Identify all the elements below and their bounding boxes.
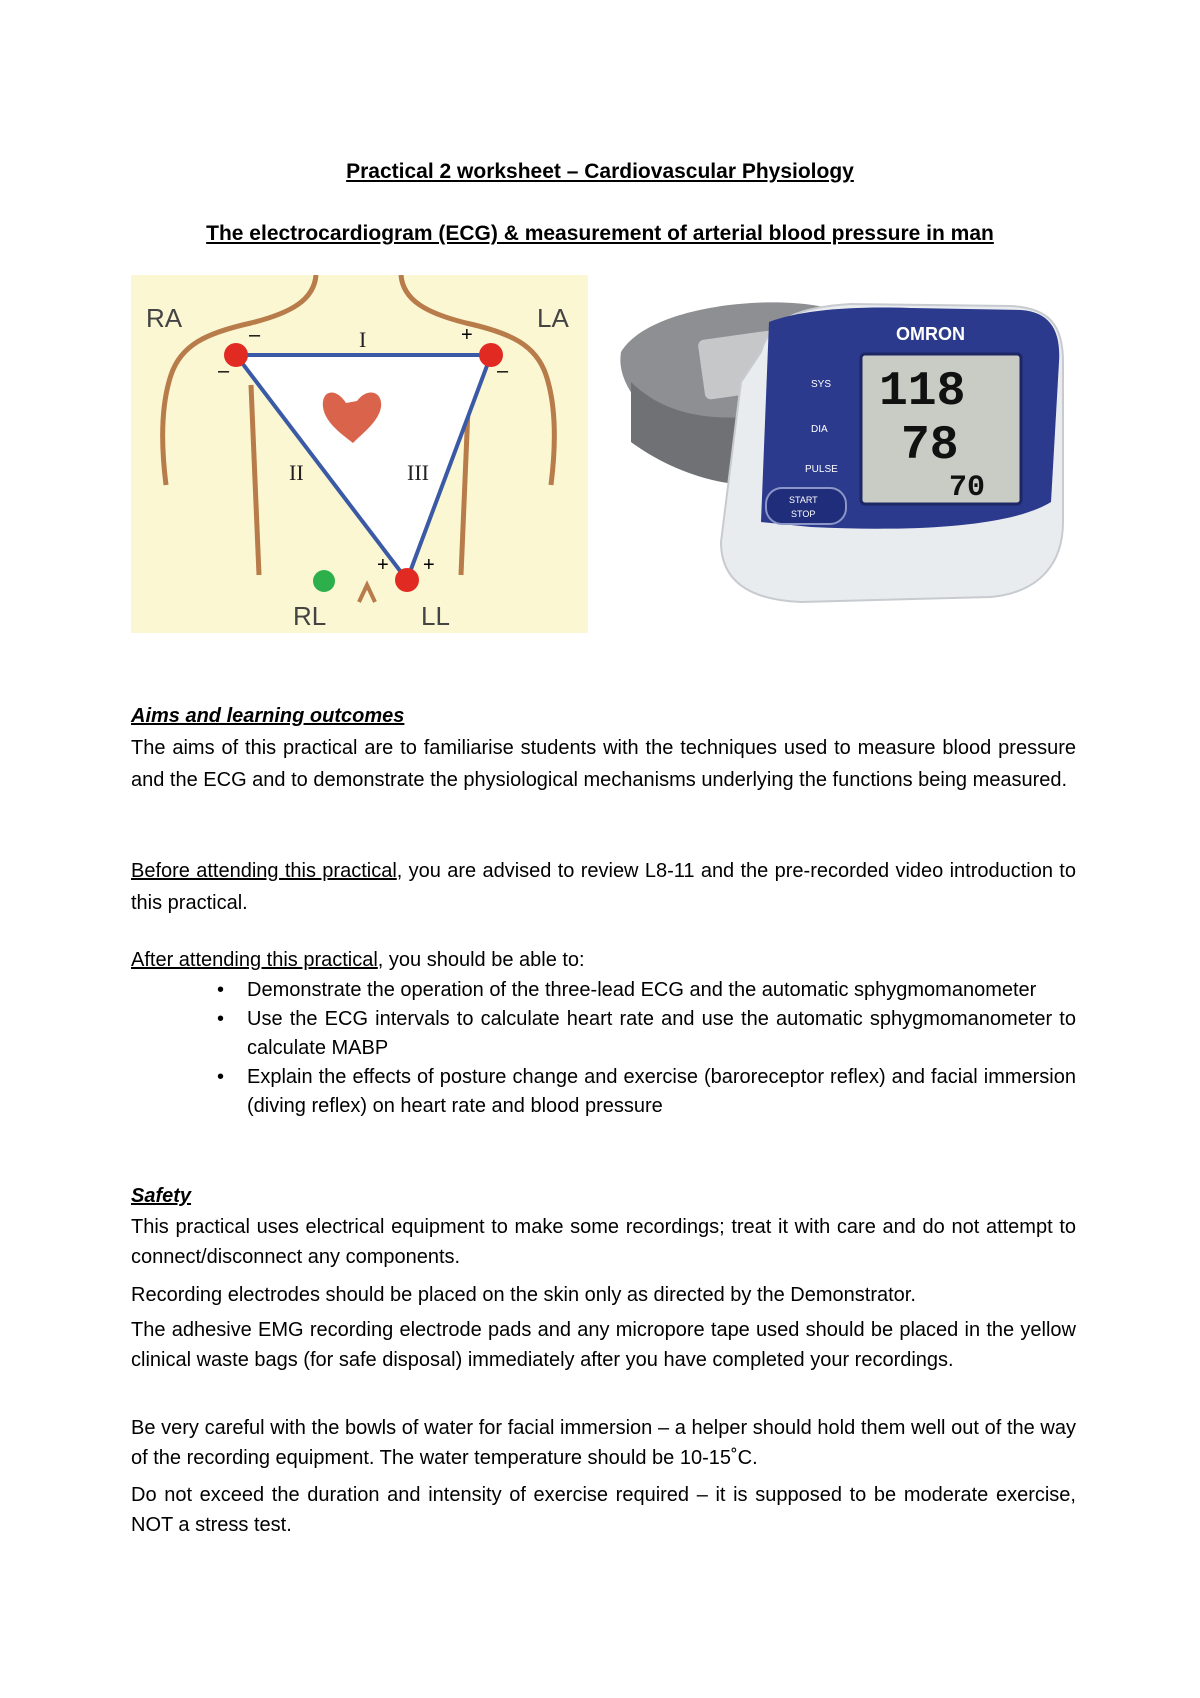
electrode-rl xyxy=(313,570,335,592)
aims-paragraph: The aims of this practical are to familiarise students with the techniques used to measure blood pressure and the ECG and to demonstrate the physiological mechanisms underlying the functions being measured. xyxy=(131,737,1076,791)
sign-ra-top: – xyxy=(249,324,261,346)
bp-monitor-image xyxy=(611,292,1081,604)
label-lead-i: I xyxy=(359,327,367,352)
label-lead-ii: II xyxy=(289,460,304,485)
safety-para-2: Recording electrodes should be placed on the skin only as directed by the Demonstrator. xyxy=(131,1284,916,1306)
before-underlined: Before attending this practical xyxy=(131,860,397,882)
before-rest: , you are advised to review L8-11 and the pre-recorded video introduction to this practical. xyxy=(131,860,1076,914)
label-rl: RL xyxy=(293,601,327,631)
aims-heading xyxy=(131,700,1076,732)
safety-para-5: Do not exceed the duration and intensity of exercise required – it is supposed to be moderate exercise, NOT a stress test. xyxy=(131,1484,1076,1536)
outcomes-list xyxy=(217,976,1076,1121)
safety-heading xyxy=(131,1180,1076,1212)
sign-ll-left: + xyxy=(377,554,389,576)
ecg-lead-diagram xyxy=(131,275,588,633)
sys-value: 118 xyxy=(879,365,966,419)
list-item: • Explain the effects of posture change and exercise (baroreceptor reflex) and facial immersion (diving reflex) on heart rate and blood pressure xyxy=(247,1063,1076,1121)
stop-label: STOP xyxy=(791,509,816,519)
safety-heading-text: Safety xyxy=(131,1185,192,1207)
bullet-icon: • xyxy=(217,1008,225,1030)
after-paragraph xyxy=(131,944,1076,976)
pulse-value: 70 xyxy=(949,471,986,505)
pulse-label: PULSE xyxy=(805,464,838,475)
bullet-icon: • xyxy=(217,979,225,1001)
safety-para-3: The adhesive EMG recording electrode pads and any micropore tape used should be placed in the yellow clinical waste bags (for safe disposal) immediately after you have completed your recordings. xyxy=(131,1319,1076,1371)
electrode-ll xyxy=(395,568,419,592)
aims-heading-text: Aims and learning outcomes xyxy=(131,705,405,727)
page-subtitle: The electrocardiogram (ECG) & measurement of arterial blood pressure in man xyxy=(206,222,994,245)
brand-logo: OMRON xyxy=(896,324,965,344)
after-rest: , you should be able to: xyxy=(377,949,585,971)
after-underlined: After attending this practical xyxy=(131,949,378,971)
sys-label: SYS xyxy=(811,379,832,390)
start-label: START xyxy=(789,495,818,505)
safety-para-1: This practical uses electrical equipment to make some recordings; treat it with care and do not attempt to connect/disconnect any components. xyxy=(131,1216,1076,1268)
page-title: Practical 2 worksheet – Cardiovascular Physiology xyxy=(346,160,854,183)
sign-la-bottom: – xyxy=(497,360,509,382)
dia-label: DIA xyxy=(811,424,828,435)
sign-ra-bottom: – xyxy=(218,360,230,382)
before-paragraph xyxy=(131,855,1076,919)
sign-la-top: + xyxy=(461,324,473,346)
dia-value: 78 xyxy=(901,419,959,473)
list-item: • Use the ECG intervals to calculate heart rate and use the automatic sphygmomanometer to calculate MABP xyxy=(247,1005,1076,1063)
bullet-icon: • xyxy=(217,1066,225,1088)
label-la: LA xyxy=(537,303,569,333)
safety-para-4: Be very careful with the bowls of water for facial immersion – a helper should hold them well out of the way of the recording equipment. The water temperature should be 10-15˚C. xyxy=(131,1417,1076,1469)
list-item: • Demonstrate the operation of the three-lead ECG and the automatic sphygmomanometer xyxy=(247,976,1076,1005)
sign-ll-right: + xyxy=(423,554,435,576)
label-ll: LL xyxy=(421,601,450,631)
label-lead-iii: III xyxy=(407,460,429,485)
label-ra: RA xyxy=(146,303,183,333)
